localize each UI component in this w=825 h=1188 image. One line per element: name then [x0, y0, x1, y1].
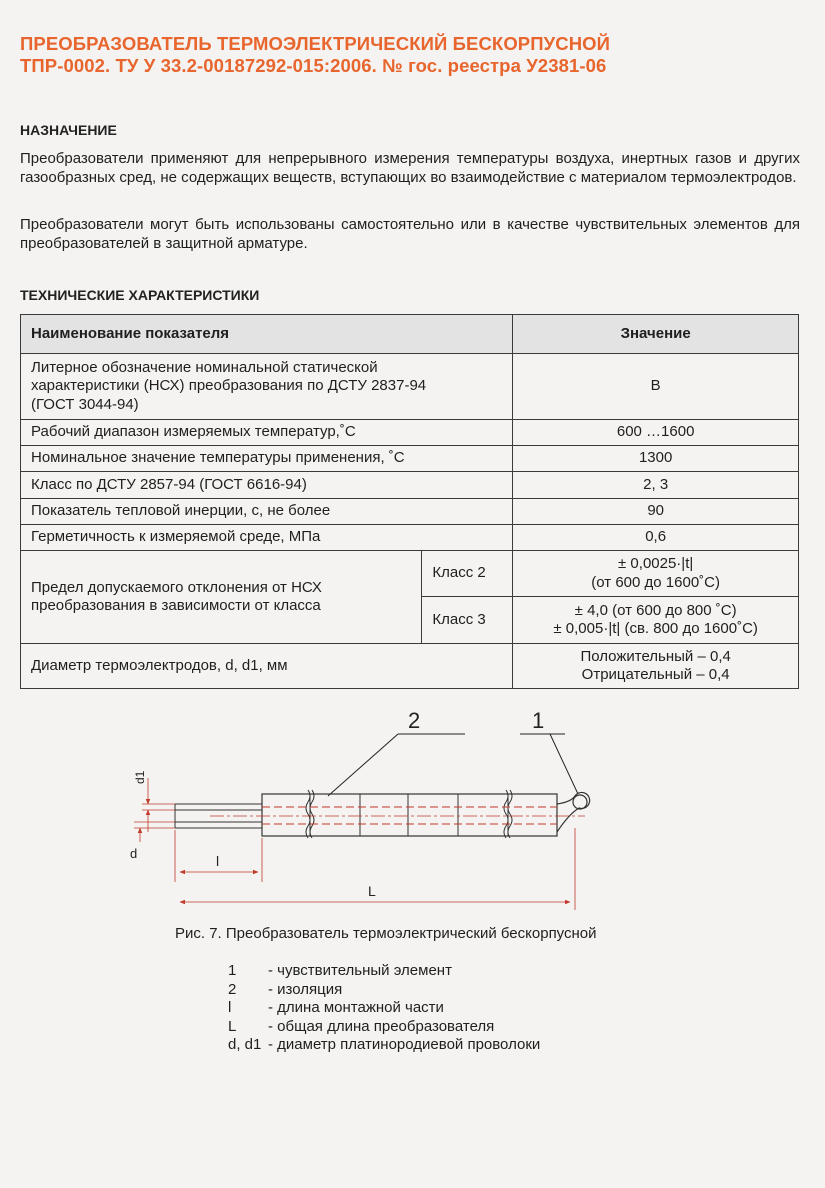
row-value: В — [513, 354, 799, 420]
row-name: Диаметр термоэлектродов, d, d1, мм — [21, 644, 513, 689]
legend-desc: - чувствительный элемент — [268, 962, 452, 979]
legend-item — [228, 1018, 540, 1037]
value-line: ± 0,005·|t| (св. 800 до 1600˚С) — [553, 620, 758, 637]
legend-key: 1 — [228, 962, 237, 979]
dim-d1-label: d1 — [133, 770, 147, 784]
row-name-line: (ГОСТ 3044-94) — [31, 395, 139, 413]
legend-desc: - диаметр платинородиевой проволоки — [268, 1036, 541, 1053]
value-line: Отрицательный – 0,4 — [581, 666, 730, 683]
break-mark — [310, 790, 314, 838]
table-row — [21, 446, 799, 472]
specs-heading: ТЕХНИЧЕСКИЕ ХАРАКТЕРИСТИКИ — [20, 287, 260, 303]
thermocouple-drawing — [120, 700, 600, 920]
purpose-paragraph-2: Преобразователи могут быть использованы самостоятельно или в качестве чувствительных элементов для преобразователей в защитной арматуре. — [20, 216, 800, 252]
legend-item — [228, 981, 540, 1000]
callout-2-label: 2 — [408, 708, 421, 733]
row-name-line: Литерное обозначение номинальной статической — [31, 358, 378, 376]
table-header-row — [21, 315, 799, 354]
row-name-line: характеристики (НСХ) преобразования по ДСТУ 2837-94 — [31, 377, 427, 395]
value-line: ± 0,0025·|t| — [618, 555, 694, 572]
value-line: ± 4,0 (от 600 до 800 ˚С) — [574, 601, 737, 619]
callout-2-leader — [328, 734, 398, 796]
row-value — [513, 644, 799, 689]
purpose-paragraph-1: Преобразователи применяют для непрерывного измерения температуры воздуха, инертных газов и других газообразных сред, не содержащих веществ, вступающих во взаимодействие с материалом термоэлектродов. — [20, 150, 800, 186]
break-mark — [306, 790, 310, 838]
dim-l-label: l — [216, 853, 220, 869]
table-row — [21, 644, 799, 689]
row-value: 1300 — [513, 446, 799, 472]
header-name: Наименование показателя — [21, 315, 513, 354]
table-row — [21, 499, 799, 525]
row-value: 0,6 — [513, 525, 799, 551]
row-name: Показатель тепловой инерции, с, не более — [21, 499, 513, 525]
legend-item — [228, 999, 540, 1018]
row-value: 2, 3 — [513, 472, 799, 499]
legend-key: d, d1 — [228, 1036, 262, 1053]
row-name: Рабочий диапазон измеряемых температур,˚С — [21, 420, 513, 446]
tolerance-name — [21, 551, 422, 644]
class-2-label: Класс 2 — [422, 551, 513, 597]
dim-d-label: d — [130, 846, 138, 861]
class-3-label: Класс 3 — [422, 597, 513, 644]
title-line-2: ТПР-0002. ТУ У 33.2-00187292-015:2006. № гос. реестра У2381-06 — [20, 55, 607, 76]
break-mark — [504, 790, 508, 838]
row-value: 90 — [513, 499, 799, 525]
table-row — [21, 551, 799, 597]
legend-desc: - изоляция — [268, 980, 343, 998]
purpose-heading: НАЗНАЧЕНИЕ — [20, 122, 117, 138]
row-name-line: преобразования в зависимости от класса — [31, 597, 321, 614]
row-name: Номинальное значение температуры применения, ˚С — [21, 446, 513, 472]
legend-desc: - общая длина преобразователя — [268, 1017, 495, 1035]
header-value: Значение — [513, 315, 799, 354]
junction-bead — [573, 795, 587, 809]
row-name — [21, 354, 513, 420]
figure-caption: Рис. 7. Преобразователь термоэлектрический бескорпусной — [175, 925, 597, 942]
legend-item — [228, 962, 540, 981]
legend-item — [228, 1036, 540, 1055]
table-row — [21, 420, 799, 446]
table-row — [21, 525, 799, 551]
legend-key: l — [228, 999, 232, 1016]
row-name: Герметичность к измеряемой среде, МПа — [21, 525, 513, 551]
legend-desc: - длина монтажной части — [268, 999, 444, 1016]
figure-legend — [228, 962, 540, 1055]
title-line-1: ПРЕОБРАЗОВАТЕЛЬ ТЕРМОЭЛЕКТРИЧЕСКИЙ БЕСКОРПУСНОЙ — [20, 33, 611, 54]
value-line: Положительный – 0,4 — [580, 647, 731, 665]
value-line: (от 600 до 1600˚С) — [591, 573, 720, 591]
dim-L-label: L — [368, 883, 376, 899]
row-name-line: Предел допускаемого отклонения от НСХ — [31, 578, 322, 596]
class-3-value — [513, 597, 799, 644]
class-2-value — [513, 551, 799, 597]
row-value: 600 …1600 — [513, 420, 799, 446]
specs-table — [20, 314, 799, 689]
callout-1-label: 1 — [532, 708, 545, 733]
table-row — [21, 472, 799, 499]
legend-key: L — [228, 1017, 237, 1035]
page-title — [20, 33, 810, 77]
break-mark — [508, 790, 512, 838]
table-row — [21, 354, 799, 420]
row-name: Класс по ДСТУ 2857-94 (ГОСТ 6616-94) — [21, 472, 513, 499]
callout-1-leader — [550, 734, 578, 794]
legend-key: 2 — [228, 980, 237, 998]
